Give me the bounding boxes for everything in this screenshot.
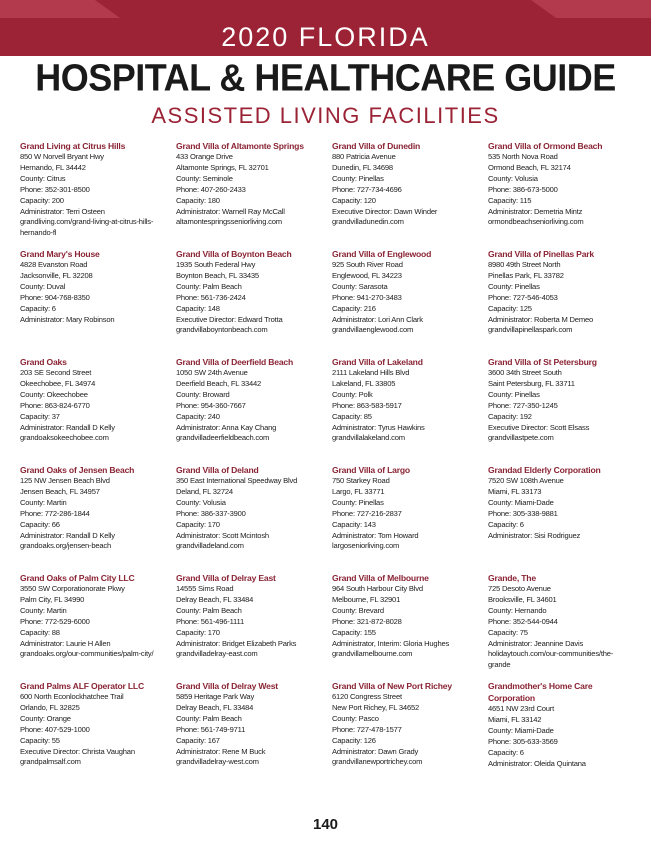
facility-detail: Administrator: Roberta M Demeo — [488, 314, 593, 324]
facility-detail: Administrator: Tom Howard — [332, 530, 419, 540]
facility-detail: 8980 49th Street North — [488, 260, 561, 269]
facility-detail: Phone: 407-260-2433 — [176, 184, 246, 194]
facility-entry — [488, 680, 638, 769]
facility-name: Grand Villa of Dunedin — [332, 141, 421, 151]
facility-name: Grand Villa of Melbourne — [332, 573, 429, 583]
facility-detail: County: Seminole — [176, 173, 233, 183]
facility-detail: Executive Director: Edward Trotta — [176, 314, 283, 324]
facility-detail: 6120 Congress Street — [332, 692, 402, 701]
facility-entry — [176, 140, 326, 228]
facility-entry — [176, 356, 326, 444]
facility-name: Grand Villa of Ormond Beach — [488, 141, 603, 151]
facility-detail: Hernando, FL 34442 — [20, 162, 86, 172]
facility-detail: Jacksonville, FL 32208 — [20, 270, 93, 280]
facility-detail: County: Pinellas — [332, 497, 384, 507]
facility-detail: Administrator, Interim: Gloria Hughes — [332, 638, 450, 648]
facility-entry — [488, 464, 638, 541]
facility-detail: 925 South River Road — [332, 260, 403, 269]
facility-entry — [176, 248, 326, 336]
facility-detail: 964 South Harbour City Blvd — [332, 584, 423, 593]
listing-columns — [20, 140, 640, 790]
facility-entry — [488, 140, 638, 228]
facility-detail: Capacity: 75 — [488, 627, 528, 637]
facility-entry — [20, 572, 170, 660]
facility-detail: Phone: 407-529-1000 — [20, 724, 90, 734]
facility-detail: grandvillastpete.com — [488, 433, 554, 443]
facility-detail: Capacity: 55 — [20, 735, 60, 745]
facility-entry — [488, 248, 638, 336]
facility-detail: Administrator: Oleida Quintana — [488, 758, 586, 768]
facility-name: Grand Villa of Altamonte Springs — [176, 141, 304, 151]
facility-name: Grand Palms ALF Operator LLC — [20, 681, 144, 691]
facility-detail: County: Sarasota — [332, 281, 388, 291]
facility-detail: Phone: 904-768-8350 — [20, 292, 90, 302]
facility-name: Grand Villa of Boynton Beach — [176, 249, 292, 259]
facility-detail: 1050 SW 24th Avenue — [176, 368, 248, 377]
facility-detail: County: Broward — [176, 389, 230, 399]
facility-entry — [332, 356, 482, 444]
facility-name: Grand Living at Citrus Hills — [20, 141, 126, 151]
facility-detail: Capacity: 115 — [488, 195, 532, 205]
facility-detail: Capacity: 6 — [20, 303, 56, 313]
facility-detail: 1935 South Federal Hwy — [176, 260, 256, 269]
facility-detail: Phone: 772-529-6000 — [20, 616, 90, 626]
facility-name: Grand Villa of Deland — [176, 465, 259, 475]
facility-detail: County: Duval — [20, 281, 66, 291]
facility-detail: Deerfield Beach, FL 33442 — [176, 378, 262, 388]
facility-detail: Capacity: 170 — [176, 519, 220, 529]
facility-detail: grandvillamelbourne.com — [332, 649, 413, 659]
facility-detail: Executive Director: Scott Elsass — [488, 422, 590, 432]
page-number: 140 — [312, 816, 339, 833]
facility-detail: Delray Beach, FL 33484 — [176, 702, 254, 712]
facility-detail: Englewood, FL 34223 — [332, 270, 402, 280]
facility-detail: 3600 34th Street South — [488, 368, 562, 377]
facility-entry — [176, 680, 326, 768]
facility-name: Grand Oaks of Jensen Beach — [20, 465, 135, 475]
facility-detail: County: Pinellas — [488, 389, 540, 399]
facility-detail: grandvilladelray-east.com — [176, 649, 258, 659]
facility-detail: Phone: 727-350-1245 — [488, 400, 558, 410]
facility-detail: Capacity: 200 — [20, 195, 64, 205]
facility-detail: grandliving.com/grand-living-at-citrus-hills- — [20, 217, 154, 227]
facility-detail: altamontespringsseniorliving.com — [176, 217, 282, 227]
facility-detail: 850 W Norvell Bryant Hwy — [20, 152, 104, 161]
facility-detail: Miami, FL 33142 — [488, 714, 542, 724]
facility-detail: County: Brevard — [332, 605, 384, 615]
facility-detail: Altamonte Springs, FL 32701 — [176, 162, 269, 172]
facility-name: Grand Villa of St Petersburg — [488, 357, 597, 367]
facility-detail: grandoaks.org/our-communities/palm-city/ — [20, 649, 154, 659]
facility-detail: grandoaks.org/jensen-beach — [20, 541, 112, 551]
facility-detail: Administrator: Laurie H Allen — [20, 638, 111, 648]
facility-entry — [332, 140, 482, 228]
facility-detail: Administrator: Demetria Mintz — [488, 206, 583, 216]
facility-detail: County: Volusia — [488, 173, 538, 183]
facility-detail: County: Pinellas — [332, 173, 384, 183]
facility-name: Grande, The — [488, 573, 536, 583]
facility-entry — [20, 680, 170, 768]
facility-detail: Administrator: Mary Robinson — [20, 314, 115, 324]
facility-detail: County: Miami-Dade — [488, 725, 554, 735]
facility-detail: Phone: 352-544-0944 — [488, 616, 558, 626]
facility-detail: Phone: 561-736-2424 — [176, 292, 246, 302]
facility-detail: 5859 Heritage Park Way — [176, 692, 255, 701]
facility-detail: Administrator: Warnell Ray McCall — [176, 206, 285, 216]
facility-detail: Administrator: Scott Mcintosh — [176, 530, 269, 540]
facility-name: Grand Villa of Pinellas Park — [488, 249, 595, 259]
page-title: HOSPITAL & HEALTHCARE GUIDE — [35, 55, 616, 99]
facility-detail: largoseniorliving.com — [332, 541, 400, 551]
facility-detail: Capacity: 148 — [176, 303, 220, 313]
facility-detail: Capacity: 240 — [176, 411, 220, 421]
facility-detail: Capacity: 120 — [332, 195, 376, 205]
facility-detail: grandvillaboyntonbeach.com — [176, 325, 268, 335]
facility-detail: Administrator: Anna Kay Chang — [176, 422, 277, 432]
facility-entry — [332, 248, 482, 336]
facility-detail: Capacity: 143 — [332, 519, 376, 529]
facility-detail: Administrator: Sisi Rodriguez — [488, 530, 581, 540]
facility-name: Grandad Elderly Corporation — [488, 465, 601, 475]
facility-detail: Deland, FL 32724 — [176, 486, 233, 496]
facility-detail: grandvilladeerfieldbeach.com — [176, 433, 270, 443]
facility-detail: Capacity: 192 — [488, 411, 532, 421]
facility-detail: Capacity: 6 — [488, 747, 524, 757]
facility-name: Grand Villa of Largo — [332, 465, 410, 475]
facility-name: Grandmother's Home Care Corporation — [488, 681, 593, 703]
facility-detail: Orlando, FL 32825 — [20, 702, 80, 712]
facility-detail: Administrator: Bridget Elizabeth Parks — [176, 638, 297, 648]
facility-detail: Executive Director: Dawn Winder — [332, 206, 438, 216]
facility-detail: Phone: 941-270-3483 — [332, 292, 402, 302]
facility-entry — [176, 572, 326, 660]
facility-detail: 125 NW Jensen Beach Blvd — [20, 476, 110, 485]
facility-detail: Administrator: Jeannine Davis — [488, 638, 584, 648]
facility-detail: 3550 SW Corporationorate Pkwy — [20, 584, 125, 593]
facility-detail: Phone: 561-496-1111 — [176, 616, 244, 626]
facility-name: Grand Oaks — [20, 357, 67, 367]
facility-detail: Capacity: 170 — [176, 627, 220, 637]
facility-detail: New Port Richey, FL 34652 — [332, 702, 420, 712]
facility-detail: 880 Patricia Avenue — [332, 152, 396, 161]
facility-detail: County: Pasco — [332, 713, 379, 723]
facility-detail: Dunedin, FL 34698 — [332, 162, 393, 172]
facility-detail: Delray Beach, FL 33484 — [176, 594, 254, 604]
facility-detail: Phone: 561-749-9711 — [176, 724, 246, 734]
facility-detail: grandvillanewportrichey.com — [332, 757, 423, 767]
facility-detail: Administrator: Randall D Kelly — [20, 530, 115, 540]
facility-detail: Phone: 305-633-3569 — [488, 736, 558, 746]
facility-detail: Administrator: Lori Ann Clark — [332, 314, 423, 324]
facility-detail: County: Hernando — [488, 605, 547, 615]
facility-detail: Executive Director: Christa Vaughan — [20, 746, 135, 756]
facility-detail: 4651 NW 23rd Court — [488, 704, 555, 713]
facility-detail: Phone: 305-338-9881 — [488, 508, 558, 518]
facility-detail: 203 SE Second Street — [20, 368, 92, 377]
facility-name: Grand Villa of Delray East — [176, 573, 276, 583]
facility-detail: Saint Petersburg, FL 33711 — [488, 378, 575, 388]
facility-detail: 4828 Evanston Road — [20, 260, 88, 269]
facility-detail: Palm City, FL 34990 — [20, 594, 85, 604]
facility-detail: Boynton Beach, FL 33435 — [176, 270, 259, 280]
facility-detail: County: Polk — [332, 389, 373, 399]
facility-detail: Phone: 386-337-3900 — [176, 508, 246, 518]
facility-entry — [20, 140, 170, 239]
facility-detail: County: Miami-Dade — [488, 497, 554, 507]
facility-detail: County: Volusia — [176, 497, 226, 507]
facility-detail: Capacity: 126 — [332, 735, 376, 745]
facility-name: Grand Villa of Englewood — [332, 249, 432, 259]
facility-detail: Capacity: 125 — [488, 303, 532, 313]
facility-entry — [332, 572, 482, 660]
facility-detail: Phone: 727-478-1577 — [332, 724, 402, 734]
facility-entry — [488, 356, 638, 444]
facility-detail: Largo, FL 33771 — [332, 486, 385, 496]
facility-detail: grandpalmsalf.com — [20, 757, 81, 767]
facility-detail: grandvillapinellaspark.com — [488, 325, 573, 335]
section-subtitle: ASSISTED LIVING FACILITIES — [151, 103, 500, 128]
header-banner — [0, 0, 651, 56]
facility-detail: Okeechobee, FL 34974 — [20, 378, 96, 388]
facility-detail: Phone: 386-673-5000 — [488, 184, 558, 194]
facility-detail: 725 Desoto Avenue — [488, 584, 551, 593]
facility-detail: County: Okeechobee — [20, 389, 88, 399]
facility-detail: 14555 Sims Road — [176, 584, 234, 593]
facility-detail: County: Pinellas — [488, 281, 540, 291]
facility-detail: Brooksville, FL 34601 — [488, 594, 557, 604]
facility-detail: 535 North Nova Road — [488, 152, 558, 161]
facility-detail: County: Orange — [20, 713, 71, 723]
facility-detail: County: Palm Beach — [176, 605, 242, 615]
facility-detail: Phone: 727-546-4053 — [488, 292, 558, 302]
facility-detail: Administrator: Randall D Kelly — [20, 422, 115, 432]
facility-detail: 433 Orange Drive — [176, 152, 233, 161]
facility-detail: Capacity: 155 — [332, 627, 376, 637]
facility-detail: Phone: 863-824-6770 — [20, 400, 90, 410]
facility-detail: Capacity: 66 — [20, 519, 60, 529]
facility-detail: Capacity: 6 — [488, 519, 524, 529]
facility-detail: grandoaksokeechobee.com — [20, 433, 109, 443]
facility-detail: grandvilladunedin.com — [332, 217, 404, 227]
facility-detail: Phone: 727-216-2837 — [332, 508, 402, 518]
facility-name: Grand Villa of Lakeland — [332, 357, 423, 367]
facility-detail: 600 North Econlockhatchee Trail — [20, 692, 124, 701]
facility-detail: Administrator: Tyrus Hawkins — [332, 422, 425, 432]
facility-detail: Administrator: Rene M Buck — [176, 746, 266, 756]
facility-detail: 2111 Lakeland Hills Blvd — [332, 368, 410, 377]
facility-detail: Phone: 772-286-1844 — [20, 508, 90, 518]
facility-detail: Administrator: Dawn Grady — [332, 746, 419, 756]
facility-detail: Phone: 321-872-8028 — [332, 616, 402, 626]
facility-detail: 7520 SW 108th Avenue — [488, 476, 564, 485]
facility-detail: County: Citrus — [20, 173, 66, 183]
facility-detail: holidaytouch.com/our-communities/the- — [488, 649, 614, 659]
banner-title: 2020 FLORIDA — [221, 22, 430, 52]
facility-detail: Capacity: 180 — [176, 195, 220, 205]
facility-detail: Miami, FL 33173 — [488, 486, 542, 496]
facility-detail: Phone: 954-360-7667 — [176, 400, 246, 410]
facility-detail: County: Martin — [20, 497, 67, 507]
facility-detail: grandvilladeland.com — [176, 541, 244, 551]
facility-detail: 350 East International Speedway Blvd — [176, 476, 298, 485]
facility-detail: Phone: 727-734-4696 — [332, 184, 402, 194]
facility-detail: ormondbeachseniorliving.com — [488, 217, 584, 227]
facility-detail: Capacity: 88 — [20, 627, 60, 637]
facility-detail: Administrator: Terri Osteen — [20, 206, 105, 216]
facility-detail: grandvillaenglewood.com — [332, 325, 414, 335]
facility-entry — [332, 680, 482, 768]
facility-entry — [488, 572, 638, 671]
facility-entry — [20, 356, 170, 444]
facility-detail: County: Palm Beach — [176, 281, 242, 291]
facility-detail: Jensen Beach, FL 34957 — [20, 486, 100, 496]
facility-detail: Capacity: 167 — [176, 735, 220, 745]
facility-entry — [332, 464, 482, 552]
facility-name: Grand Villa of New Port Richey — [332, 681, 452, 691]
facility-detail: Phone: 863-583-5917 — [332, 400, 402, 410]
facility-detail: hernando-fl — [20, 228, 57, 238]
facility-detail: grande — [488, 660, 511, 670]
facility-name: Grand Villa of Deerfield Beach — [176, 357, 294, 367]
facility-detail: Melbourne, FL 32901 — [332, 594, 401, 604]
facility-detail: County: Martin — [20, 605, 67, 615]
facility-name: Grand Mary's House — [20, 249, 100, 259]
facility-detail: Capacity: 216 — [332, 303, 376, 313]
facility-entry — [20, 248, 170, 325]
facility-detail: Capacity: 37 — [20, 411, 60, 421]
facility-detail: Pinellas Park, FL 33782 — [488, 270, 564, 280]
facility-detail: Capacity: 85 — [332, 411, 372, 421]
facility-entry — [176, 464, 326, 552]
facility-detail: Lakeland, FL 33805 — [332, 378, 396, 388]
facility-detail: Ormond Beach, FL 32174 — [488, 162, 571, 172]
facility-detail: grandvillalakeland.com — [332, 433, 405, 443]
facility-name: Grand Villa of Delray West — [176, 681, 278, 691]
facility-detail: grandvilladelray-west.com — [176, 757, 259, 767]
facility-name: Grand Oaks of Palm City LLC — [20, 573, 135, 583]
facility-detail: Phone: 352-301-8500 — [20, 184, 90, 194]
facility-detail: County: Palm Beach — [176, 713, 242, 723]
facility-entry — [20, 464, 170, 552]
facility-detail: 750 Starkey Road — [332, 476, 390, 485]
